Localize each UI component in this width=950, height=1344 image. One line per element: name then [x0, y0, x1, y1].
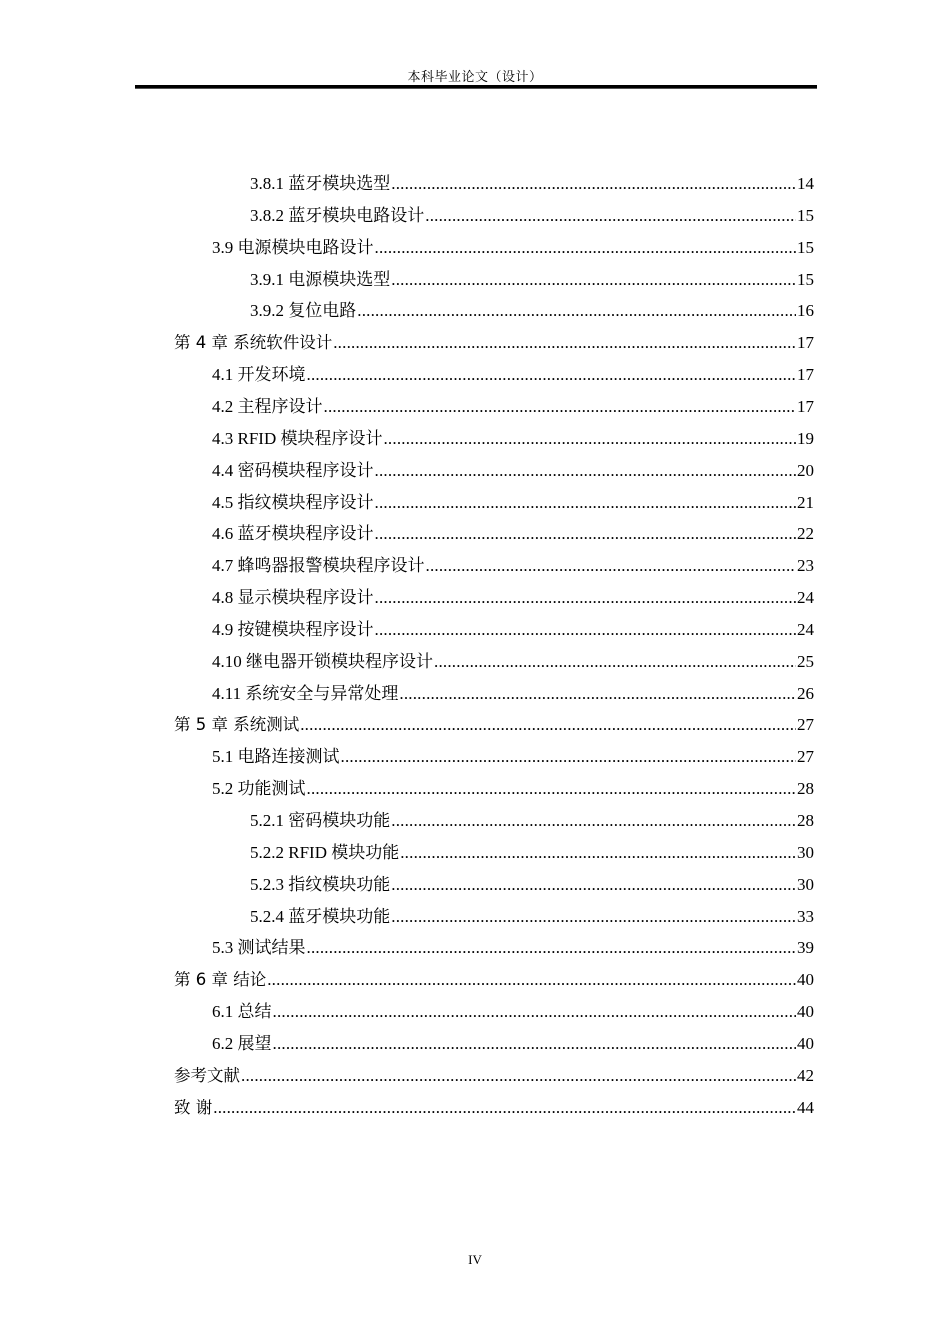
toc-entry[interactable] [212, 393, 814, 421]
toc-entry-page: 24 [797, 588, 814, 608]
toc-entry[interactable] [250, 202, 814, 230]
toc-entry[interactable] [212, 457, 814, 485]
toc-entry-label: 参考文献 [174, 1065, 240, 1085]
dot-leader [375, 584, 797, 612]
toc-entry-label: 5.2.1 密码模块功能 [250, 811, 391, 830]
dot-leader [333, 329, 796, 357]
dot-leader [426, 552, 797, 580]
toc-entry-label: 5.3 测试结果 [212, 938, 306, 958]
toc-entry-label: 3.9.2 复位电路 [250, 301, 357, 321]
dot-leader [391, 266, 796, 294]
footer-page-number: IV [468, 1252, 482, 1267]
toc-entry-label: 4.1 开发环境 [212, 365, 306, 385]
toc-entry[interactable] [174, 711, 814, 739]
toc-entry[interactable] [212, 520, 814, 548]
toc-entry-page: 24 [797, 619, 814, 639]
toc-entry[interactable] [212, 743, 814, 771]
dot-leader [267, 966, 796, 994]
toc-entry-page: 28 [797, 811, 814, 830]
toc-entry[interactable] [212, 234, 814, 262]
dot-leader [391, 807, 796, 835]
toc-entry-label: 4.2 主程序设计 [212, 396, 323, 416]
toc-entry-page: 27 [797, 715, 814, 735]
dot-leader [425, 202, 796, 230]
dot-leader [434, 648, 796, 676]
dot-leader [324, 393, 797, 421]
dot-leader [273, 1030, 797, 1058]
toc-entry-label: 第 5 章 系统测试 [174, 715, 300, 735]
dot-leader [357, 297, 796, 325]
toc-entry[interactable] [212, 680, 814, 708]
toc-entry-page: 27 [797, 747, 814, 767]
dot-leader [307, 361, 797, 389]
toc-entry[interactable] [174, 1094, 814, 1122]
toc-entry-page: 21 [797, 492, 814, 512]
toc-entry-label: 5.2.2 RFID 模块功能 [250, 842, 400, 862]
toc-entry-label: 4.4 密码模块程序设计 [212, 460, 374, 480]
toc-entry-label: 4.10 继电器开锁模块程序设计 [212, 651, 433, 671]
dot-leader [391, 170, 796, 198]
dot-leader [307, 775, 797, 803]
toc-entry-label: 4.3 RFID 模块程序设计 [212, 428, 383, 448]
dot-leader [273, 998, 797, 1026]
toc-entry[interactable] [250, 807, 814, 835]
toc-entry[interactable] [212, 648, 814, 676]
toc-entry-label: 致 谢 [174, 1097, 213, 1117]
toc-entry-label: 4.7 蜂鸣器报警模块程序设计 [212, 556, 425, 576]
toc-entry[interactable] [174, 966, 814, 994]
dot-leader [383, 425, 796, 453]
dot-leader [391, 871, 796, 899]
toc-entry-label: 4.11 系统安全与异常处理 [212, 683, 399, 703]
toc-entry-label: 5.2.3 指纹模块功能 [250, 874, 391, 894]
dot-leader [375, 616, 797, 644]
dot-leader [375, 457, 797, 485]
toc-entry-label: 第 6 章 结论 [174, 970, 267, 990]
toc-entry-label: 6.2 展望 [212, 1033, 272, 1053]
toc-entry[interactable] [250, 266, 814, 294]
toc-entry-page: 15 [797, 205, 814, 225]
toc-entry[interactable] [250, 839, 814, 867]
dot-leader [399, 680, 796, 708]
toc-entry-page: 23 [797, 556, 814, 576]
toc-entry-label: 3.8.2 蓝牙模块电路设计 [250, 205, 425, 225]
toc-entry-page: 22 [797, 524, 814, 544]
toc-entry[interactable] [212, 775, 814, 803]
toc-entry-label: 5.1 电路连接测试 [212, 747, 340, 767]
toc-entry-page: 33 [797, 906, 814, 926]
dot-leader [391, 903, 796, 931]
toc-entry-label: 第 4 章 系统软件设计 [174, 333, 333, 353]
toc-entry-page: 39 [797, 938, 814, 958]
toc-entry-label: 4.6 蓝牙模块程序设计 [212, 524, 374, 544]
toc-entry-page: 17 [797, 365, 814, 385]
toc-entry[interactable] [212, 552, 814, 580]
toc-entry[interactable] [212, 489, 814, 517]
toc-entry-page: 42 [797, 1065, 814, 1085]
dot-leader [375, 520, 797, 548]
toc-entry-page: 30 [797, 874, 814, 894]
toc-entry-label: 4.5 指纹模块程序设计 [212, 492, 374, 512]
toc-entry-page: 19 [797, 428, 814, 448]
toc-entry-page: 20 [797, 460, 814, 480]
toc-entry[interactable] [250, 297, 814, 325]
header-title: 本科毕业论文（设计） [407, 69, 543, 84]
dot-leader [375, 234, 797, 262]
dot-leader [307, 934, 797, 962]
toc-entry-label: 3.8.1 蓝牙模块选型 [250, 174, 391, 193]
toc-entry[interactable] [250, 903, 814, 931]
dot-leader [241, 1062, 796, 1090]
toc-entry[interactable] [212, 998, 814, 1026]
toc-entry-page: 40 [797, 1002, 814, 1022]
toc-entry[interactable] [212, 934, 814, 962]
toc-entry[interactable] [212, 425, 814, 453]
header-rule [135, 85, 817, 89]
toc-entry-page: 30 [797, 842, 814, 862]
toc-entry-page: 40 [797, 1033, 814, 1053]
toc-entry-label: 3.9.1 电源模块选型 [250, 269, 391, 289]
toc-entry-label: 5.2 功能测试 [212, 779, 306, 799]
dot-leader [213, 1094, 796, 1122]
toc-entry-page: 15 [797, 269, 814, 289]
toc-entry-label: 6.1 总结 [212, 1002, 272, 1022]
toc-entry-page: 14 [797, 174, 814, 193]
dot-leader [400, 839, 796, 867]
toc-entry[interactable] [212, 361, 814, 389]
toc-entry-page: 44 [797, 1097, 814, 1117]
dot-leader [341, 743, 797, 771]
toc-entry-page: 26 [797, 683, 814, 703]
toc-entry[interactable] [212, 616, 814, 644]
toc-entry[interactable] [250, 871, 814, 899]
toc-entry[interactable] [250, 170, 814, 198]
toc-entry[interactable] [212, 584, 814, 612]
toc-entry-page: 17 [797, 333, 814, 353]
toc-entry-page: 16 [797, 301, 814, 321]
toc-entry-page: 25 [797, 651, 814, 671]
toc-entry-page: 28 [797, 779, 814, 799]
toc-entry-label: 3.9 电源模块电路设计 [212, 237, 374, 257]
toc-entry-label: 4.8 显示模块程序设计 [212, 588, 374, 608]
toc-entry-page: 15 [797, 237, 814, 257]
toc-entry-page: 17 [797, 396, 814, 416]
toc-entry[interactable] [212, 1030, 814, 1058]
toc-entry-label: 4.9 按键模块程序设计 [212, 619, 374, 639]
toc-entry[interactable] [174, 329, 814, 357]
toc-entry-page: 40 [797, 970, 814, 990]
dot-leader [300, 711, 796, 739]
dot-leader [375, 489, 797, 517]
toc-entry-label: 5.2.4 蓝牙模块功能 [250, 906, 391, 926]
toc-entry[interactable] [174, 1062, 814, 1090]
